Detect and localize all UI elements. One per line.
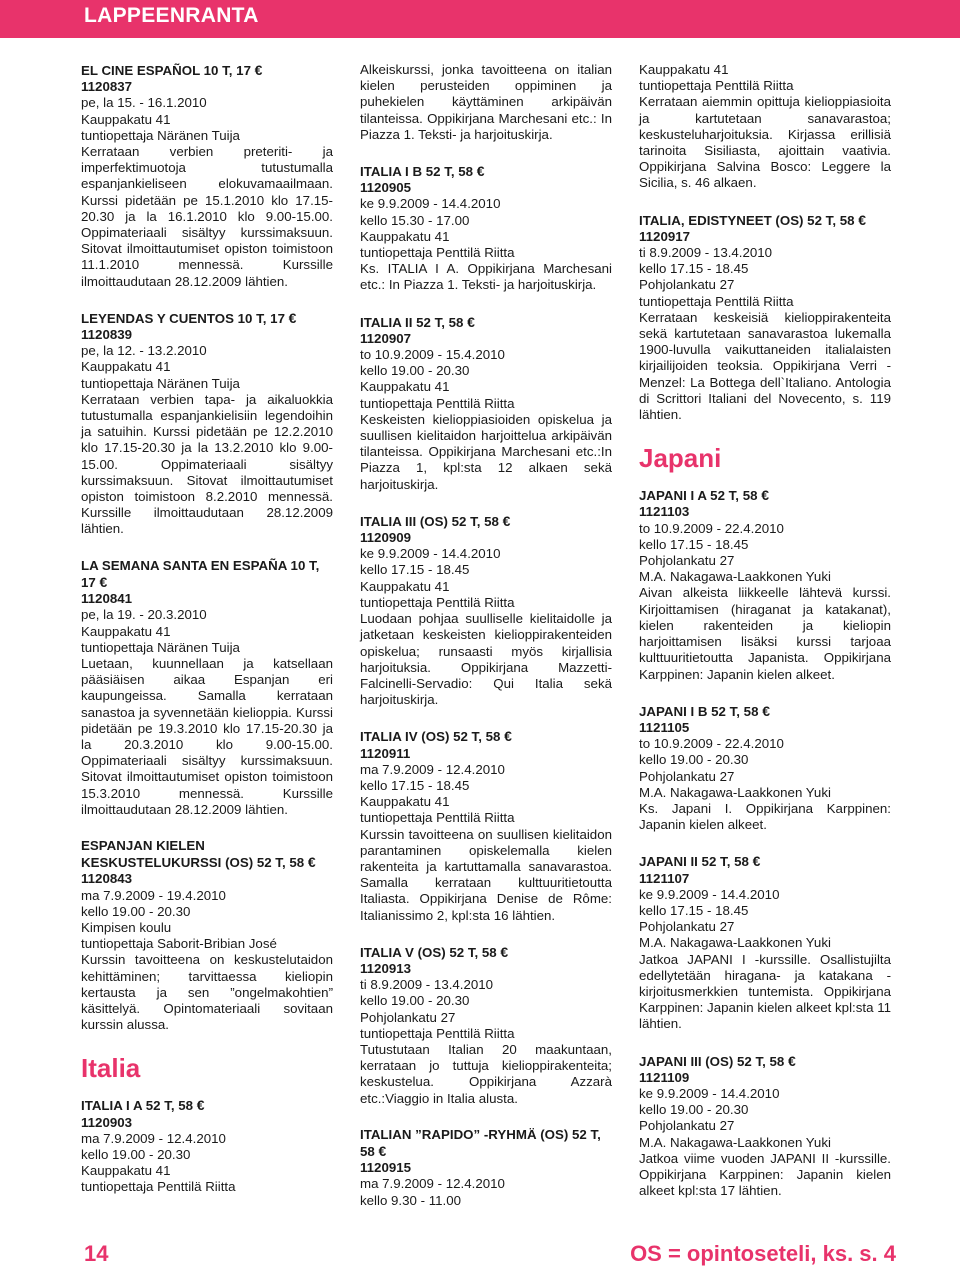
course-detail: M.A. Nakagawa-Laakkonen Yuki [639,935,831,951]
course-detail: Pohjolankatu 27 [639,919,735,935]
course-description: Jatkoa viime vuoden JAPANI II -kurssille. Oppikirjana Karppinen: Japanin kielen alkeet kpl:sta 17 lähtien. [639,1150,891,1199]
course-code: 1120841 [81,591,133,607]
course-block [360,728,612,923]
course-title-text: EL CINE ESPAÑOL 10 T, 17 [81,63,251,78]
course-detail: tuntiopettaja Penttilä Riitta [639,293,794,309]
course-block [360,513,612,708]
course-block [639,1053,891,1200]
euro-symbol: € [858,211,866,228]
course-detail: to 10.9.2009 - 15.4.2010 [360,347,505,363]
course-description: Kerrataan aiemmin opittuja kielioppiasioita ja kartutetaan sanavarastoa; keskusteluharjoituksia. Kirjassa erillisiä tarinoita Sisiliasta, ajoittain vaativia. Oppikirjana Salvina Bosco: Leggere la Sicilia, s. 46 alkaen. [639,94,891,191]
course-detail: Pohjolankatu 27 [360,1009,456,1025]
course-detail: ma 7.9.2009 - 12.4.2010 [360,761,505,777]
course-block [639,212,891,424]
euro-symbol: € [196,1097,205,1114]
course-title-text: JAPANI II 52 T, 58 [639,854,749,870]
course-title [81,62,333,79]
course-detail: tuntiopettaja Penttilä Riitta [360,395,515,411]
course-detail: tuntiopettaja Penttilä Riitta [639,78,794,94]
course-code: 1120909 [360,530,412,546]
course-title-text: ITALIA, EDISTYNEET (OS) 52 T, 58 [639,212,855,228]
course-detail: kello 17.15 - 18.45 [360,562,470,578]
course-detail: Kauppakatu 41 [81,359,171,375]
course-block [639,853,891,1032]
course-title-text: ITALIAN ”RAPIDO” -RYHMÄ (OS) 52 T, 58 [360,1126,601,1159]
course-detail: ke 9.9.2009 - 14.4.2010 [360,546,501,562]
euro-symbol: € [788,1052,796,1069]
course-detail: ti 8.9.2009 - 13.4.2010 [360,977,494,993]
course-title-text: LA SEMANA SANTA EN ESPAÑA 10 T, 17 [81,557,320,590]
euro-symbol: € [752,853,761,870]
course-detail: kello 19.00 - 20.30 [639,1102,749,1118]
course-detail: tuntiopettaja Näränen Tuija [81,127,240,143]
euro-symbol: € [761,487,769,504]
course-description: Ks. Japani I. Oppikirjana Karppinen: Japanin kielen alkeet. [639,800,891,833]
course-title [639,1053,891,1070]
euro-symbol: € [288,309,297,326]
course-title-text: JAPANI I B 52 T, 58 [639,703,759,719]
course-description: Kurssin tavoitteena on keskustelutaidon kehittäminen; tarvittaessa kieliopin kertausta ja sen ”ongelmakohtien” käsittelyä. Opintomateriaali sovitaan kurssin alussa. [81,952,333,1033]
footer-note: OS = opintoseteli, ks. s. 4 [630,1241,896,1266]
course-description: Kerrataan verbien tapa- ja aikaluokkia tutustumalla espanjankielisiin legendoihin ja satuihin. Kurssi pidetään pe 12.2.2010 klo 17.15-20.30 ja la 13.2.2010 klo 9.00-15.00. Oppimateriaali sisältyy kurssimaksuun. Sitovat ilmoittautumiset opiston toimistoon 8.2.2010 mennessä. Kurssille ilmoittaudutaan 28.12.2009 lähtien. [81,391,333,537]
course-title [639,212,891,229]
course-block [360,944,612,1107]
course-detail: tuntiopettaja Näränen Tuija [81,639,240,655]
course-detail: Kauppakatu 41 [360,228,450,244]
course-detail: ke 9.9.2009 - 14.4.2010 [639,886,780,902]
course-code: 1120907 [360,330,412,346]
course-detail: kello 17.15 - 18.45 [639,261,749,277]
course-detail: to 10.9.2009 - 22.4.2010 [639,520,784,536]
course-description: Kurssin tavoitteena on suullisen kielitaidon parantaminen opiskelemalla kielen rakenteita ja kartuttamalla sanavarastoa. Samalla kerrataan kulttuuritietoutta Italiasta. Oppikirjana Denise de Rôme: Italianissimo 2, kpl:sta 16 lähtien. [360,826,612,923]
course-description: Keskeisten kielioppiasioiden opiskelua ja suullisen kielitaidon harjoittelua arkipäivän tilanteissa. Oppikirjana Marchesani etc.:In Piazza 1, kpl:sta 12 alkaen sekä harjoituskirja. [360,411,612,492]
euro-symbol: € [500,943,509,960]
course-title-text: ITALIA I B 52 T, 58 [360,164,474,180]
course-code: 1120915 [360,1160,412,1176]
course-detail: kello 9.30 - 11.00 [360,1192,462,1208]
course-block [360,163,612,294]
course-title-text: LEYENDAS Y CUENTOS 10 T, 17 [81,310,285,326]
course-description: Luodaan pohjaa suulliselle kielitaidolle ja jatketaan keskeisten kielioppirakenteiden opiskelua; runsaasti myös kirjallisia harjoituksia. Oppikirjana Mazzetti-Falcinelli-Servadio: Qui Italia sekä harjoituskirja. [360,611,612,708]
course-title-text: ITALIA II 52 T, 58 [360,314,464,330]
page-title: LAPPEENRANTA [84,4,259,27]
course-detail: Pohjolankatu 27 [639,1118,735,1134]
course-title [360,163,612,180]
course-code: 1120839 [81,327,133,343]
course-detail: M.A. Nakagawa-Laakkonen Yuki [639,1134,831,1150]
course-title [360,944,612,961]
course-block [360,314,612,493]
course-block [81,838,333,1033]
euro-symbol: € [254,62,263,78]
course-detail: ma 7.9.2009 - 12.4.2010 [360,1176,505,1192]
course-detail: ti 8.9.2009 - 13.4.2010 [639,245,773,261]
header-band [0,0,960,38]
course-detail: ke 9.9.2009 - 14.4.2010 [360,196,501,212]
course-block [639,487,891,682]
course-detail: Kauppakatu 41 [360,794,450,810]
course-detail: kello 19.00 - 20.30 [360,993,470,1009]
course-detail: pe, la 15. - 16.1.2010 [81,95,207,111]
course-title [81,310,333,327]
text-block [639,62,891,192]
course-detail: Pohjolankatu 27 [639,553,735,569]
course-detail: Pohjolankatu 27 [639,768,735,784]
course-detail: kello 19.00 - 20.30 [360,363,470,379]
course-title [360,1127,612,1160]
course-detail: tuntiopettaja Näränen Tuija [81,375,240,391]
course-detail: Kauppakatu 41 [81,623,171,639]
course-detail: tuntiopettaja Penttilä Riitta [360,594,515,610]
course-block [81,1097,333,1195]
course-block [81,62,333,290]
course-description: Kerrataan verbien preteriti- ja imperfektimuotoja tutustumalla espanjankieliseen elokuvamaailmaan. Kurssi pidetään pe 15.1.2010 klo 17.15-20.30 ja la 16.1.2010 klo 9.00-15.00. Oppimateriaali sisältyy kurssimaksuun. Sitovat ilmoittautumiset opiston toimistoon 11.1.2010 mennessä. Kurssille ilmoittaudutaan 28.12.2009 lähtien. [81,144,333,289]
euro-symbol: € [504,728,512,745]
course-detail: M.A. Nakagawa-Laakkonen Yuki [639,784,831,800]
course-description: Alkeiskurssi, jonka tavoitteena on italian kielen perusteiden oppiminen ja puhekielen käyttäminen arkipäivän tilanteissa. Oppikirjana Marchesani etc.: In Piazza 1. Teksti- ja harjoituskirja. [360,62,612,142]
course-detail: tuntiopettaja Penttilä Riitta [360,1025,515,1041]
course-detail: Kauppakatu 41 [360,578,450,594]
course-title [81,838,333,871]
euro-symbol: € [476,163,485,180]
course-code: 1120911 [360,745,411,761]
course-description: Aivan alkeista liikkeelle lähtevä kurssi. Kirjoittamisen (hiraganat ja katakanat), kielen rakenteiden ja kieliopin harjoittamisen lisäksi kurssi tarjoaa kulttuuritietoutta Japanista. Oppikirjana Karppinen: Japanin kielen alkeet. [639,585,891,682]
section-heading: Japani [639,443,722,474]
course-detail: tuntiopettaja Saborit-Bribian José [81,936,277,952]
course-description: Jatkoa JAPANI I -kurssille. Osallistujilta edellytetään hiragana- ja katakana -kirjoitusmerkkien tuntemista. Oppikirjana Karppinen: Japanin kielen alkeet kpl:sta 11 lähtien. [639,951,891,1032]
course-title [639,487,891,504]
course-code: 1120913 [360,960,412,976]
column-3 [639,62,891,1219]
course-detail: ke 9.9.2009 - 14.4.2010 [639,1085,780,1101]
course-code: 1120905 [360,180,412,196]
course-detail: Pohjolankatu 27 [639,277,735,293]
course-code: 1121103 [639,504,690,520]
euro-symbol: € [307,854,316,871]
course-detail: kello 19.00 - 20.30 [639,752,749,768]
course-detail: Kauppakatu 41 [81,1163,171,1179]
course-title [81,1097,333,1114]
course-code: 1120903 [81,1114,133,1130]
course-block [81,558,333,818]
euro-symbol: € [378,1142,387,1159]
course-title-text: ITALIA IV (OS) 52 T, 58 [360,729,501,745]
euro-symbol: € [467,313,475,330]
course-description: Kerrataan keskeisiä kielioppirakenteita sekä kartutetaan sanavarastoa lukemalla 1900-luvulla vaikuttaneiden italialaisten kirjailijoiden teoksia. Oppikirjana Verri - Menzel: La Bottega dell`Italiano. Antologia di Scrittori Italiani del Novecento, s. 119 lähtien. [639,309,891,423]
course-title-text: ESPANJAN KIELEN KESKUSTELUKURSSI (OS) 52 T, 58 [81,837,305,871]
course-block [81,310,333,538]
text-block [360,62,612,143]
course-detail: ma 7.9.2009 - 19.4.2010 [81,887,226,903]
course-detail: Kauppakatu 41 [639,62,729,77]
course-detail: Kauppakatu 41 [360,379,450,395]
course-title [360,513,612,530]
section-heading: Italia [81,1053,141,1084]
course-detail: pe, la 12. - 13.2.2010 [81,343,207,359]
course-detail: kello 19.00 - 20.30 [81,903,191,919]
course-detail: Kauppakatu 41 [81,111,171,127]
course-detail: tuntiopettaja Penttilä Riitta [360,245,515,261]
course-title-text: JAPANI III (OS) 52 T, 58 [639,1053,785,1069]
course-code: 1120917 [639,228,691,244]
course-title [639,703,891,720]
course-detail: kello 19.00 - 20.30 [81,1146,191,1162]
course-description: Tutustutaan Italian 20 maakuntaan, kerrataan jo tuttuja kielioppirakenteita; keskustelua. Oppikirjana Azzarà etc.:Viaggio in Italia alusta. [360,1041,612,1106]
course-code: 1120843 [81,871,133,887]
course-title [639,853,891,870]
course-title-text: ITALIA I A 52 T, 58 [81,1098,194,1114]
course-detail: kello 15.30 - 17.00 [360,212,470,228]
course-code: 1121105 [639,719,690,735]
course-detail: kello 17.15 - 18.45 [639,536,749,552]
euro-symbol: € [99,573,108,590]
course-title [360,314,612,331]
course-code: 1121109 [639,1069,690,1085]
course-detail: kello 17.15 - 18.45 [360,777,470,793]
course-title [360,728,612,745]
course-detail: tuntiopettaja Penttilä Riitta [81,1179,236,1195]
course-detail: to 10.9.2009 - 22.4.2010 [639,736,784,752]
column-2 [360,62,612,1229]
euro-symbol: € [502,512,511,529]
course-block [360,1127,612,1209]
course-detail: M.A. Nakagawa-Laakkonen Yuki [639,569,831,585]
course-title-text: JAPANI I A 52 T, 58 [639,488,758,504]
course-title-text: ITALIA III (OS) 52 T, 58 [360,513,499,529]
course-detail: kello 17.15 - 18.45 [639,902,749,918]
course-code: 1120837 [81,79,133,95]
course-detail: ma 7.9.2009 - 12.4.2010 [81,1130,226,1146]
course-detail: tuntiopettaja Penttilä Riitta [360,810,515,826]
course-title-text: ITALIA V (OS) 52 T, 58 [360,944,497,960]
course-detail: pe, la 19. - 20.3.2010 [81,607,207,623]
page-number: 14 [84,1241,109,1266]
column-1 [81,62,333,1216]
course-detail: Kimpisen koulu [81,919,172,935]
course-title [81,558,333,591]
euro-symbol: € [762,702,770,719]
course-block [639,703,891,834]
course-description: Luetaan, kuunnellaan ja katsellaan pääsiäisen aikaa Espanjan eri kaupungeissa. Samalla kerrataan sanastoa ja syvennetään kielioppia. Kurssi pidetään pe 19.3.2010 klo 17.15-20.30 ja la 20.3.2010 klo 9.00-15.00. Oppimateriaali sisältyy kurssimaksuun. Sitovat ilmoittautumiset opiston toimistoon 15.3.2010 mennessä. Kurssille ilmoittaudutaan 28.12.2009 lähtien. [81,655,333,817]
course-code: 1121107 [639,870,690,886]
course-description: Ks. ITALIA I A. Oppikirjana Marchesani etc.: In Piazza 1. Teksti- ja harjoituskirja. [360,261,612,293]
